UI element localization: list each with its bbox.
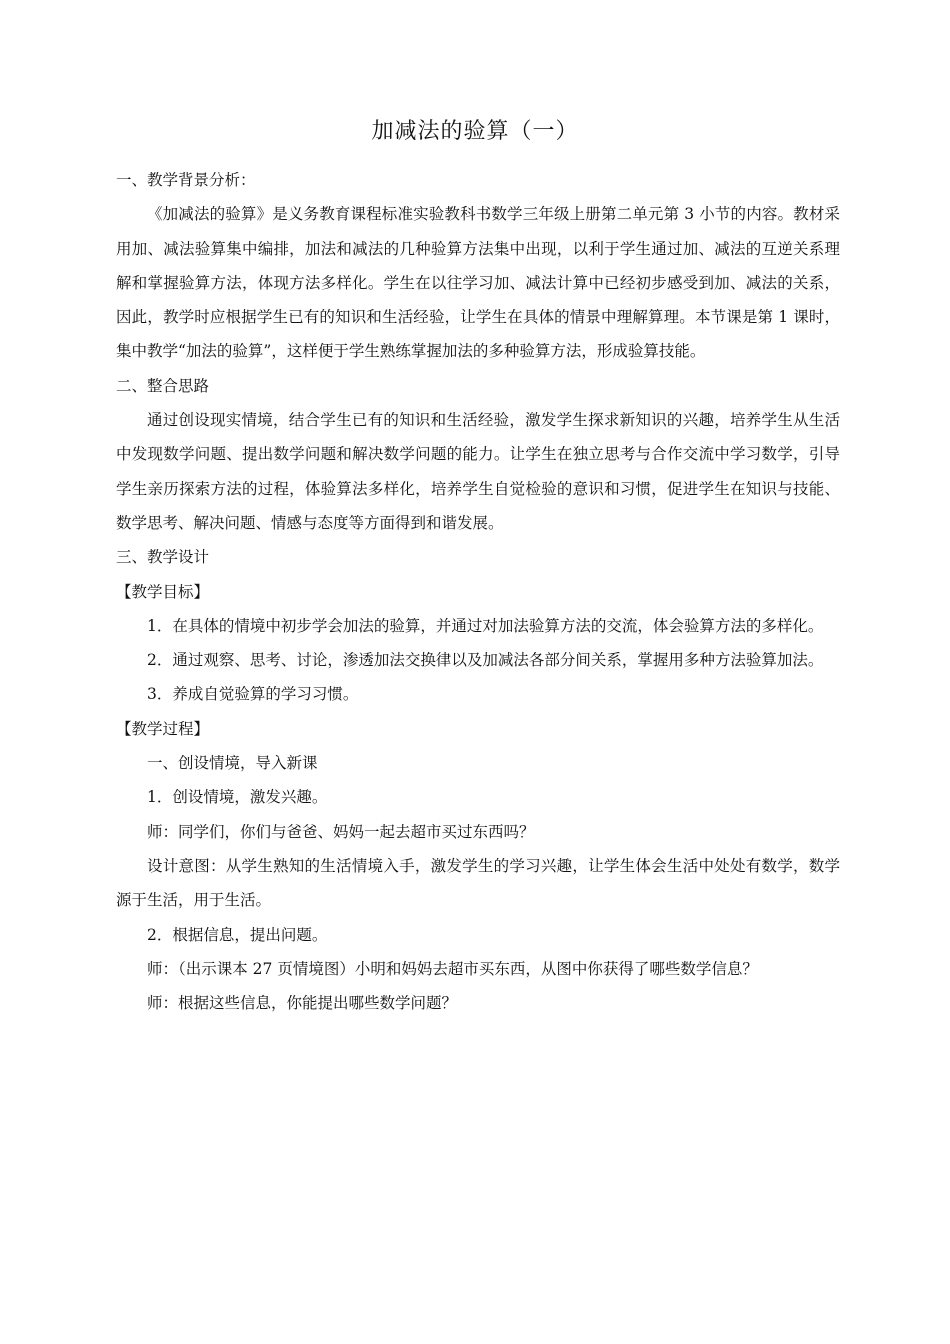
paragraph-background: 《加减法的验算》是义务教育课程标准实验教科书数学三年级上册第二单元第 3 小节的内容。教材采用加、减法验算集中编排，加法和减法的几种验算方法集中出现，以利于学生通过加、减法的互逆关系理解和掌握验算方法，体现方法多样化。学生在以往学习加、减法计算中已经初步感受到加、减法的关系，因此，教学时应根据学生已有的知识和生活经验，让学生在具体的情景中理解算理。本节课是第 1 课时，集中教学“加法的验算”，这样便于学生熟练掌握加法的多种验算方法，形成验算技能。 (116, 205, 840, 361)
paragraph-approach: 通过创设现实情境，结合学生已有的知识和生活经验，激发学生探求新知识的兴趣，培养学生从生活中发现数学问题、提出数学问题和解决数学问题的能力。让学生在独立思考与合作交流中学习数学，引导学生亲历探索方法的过程，体验算法多样化，培养学生自觉检验的意识和习惯，促进学生在知识与技能、数学思考、解决问题、情感与态度等方面得到和谐发展。 (116, 411, 840, 532)
goal-item-2: 2．通过观察、思考、讨论，渗透加法交换律以及加减法各部分间关系，掌握用多种方法验算加法。 (147, 651, 824, 670)
teacher-line-3: 师：根据这些信息，你能提出哪些数学问题？ (147, 994, 458, 1013)
goal-item-1: 1．在具体的情境中初步学会加法的验算，并通过对加法验算方法的交流，体会验算方法的多样化。 (147, 616, 824, 635)
process-step-1-2: 2．根据信息，提出问题。 (147, 925, 328, 944)
teacher-line-2: 师：（出示课本 27 页情境图）小明和妈妈去超市买东西，从图中你获得了哪些数学信息？ (147, 959, 758, 978)
section-heading-design: 三、教学设计 (116, 548, 210, 567)
process-step-1: 一、创设情境，导入新课 (147, 754, 318, 773)
goal-item-3: 3．养成自觉验算的学习习惯。 (147, 685, 359, 704)
section-heading-background: 一、教学背景分析： (116, 171, 256, 189)
section-heading-approach: 二、整合思路 (116, 376, 210, 395)
page-title: 加减法的验算（一） (371, 119, 579, 144)
document-body (116, 163, 840, 1020)
process-step-1-1: 1．创设情境，激发兴趣。 (147, 788, 328, 807)
subheading-process: 【教学过程】 (116, 719, 210, 738)
teacher-line-1: 师：同学们，你们与爸爸、妈妈一起去超市买过东西吗？ (147, 822, 535, 841)
design-intent-1: 设计意图：从学生熟知的生活情境入手，激发学生的学习兴趣，让学生体会生活中处处有数学，数学源于生活，用于生活。 (116, 856, 840, 910)
subheading-goals: 【教学目标】 (116, 582, 210, 601)
